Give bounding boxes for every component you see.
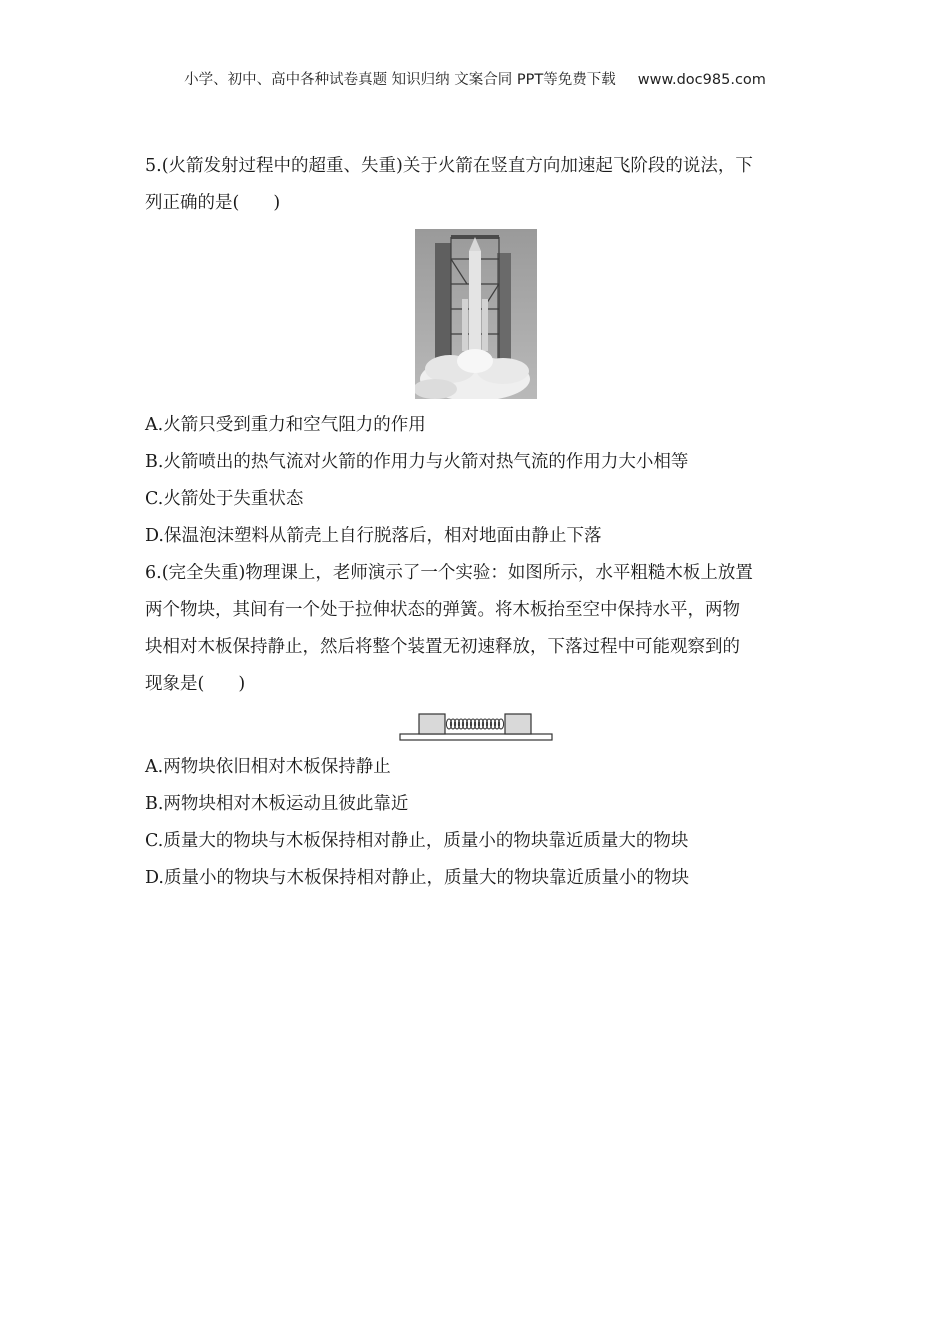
spring-blocks-diagram — [399, 711, 553, 743]
q6-option-d: D.质量小的物块与木板保持相对静止，质量大的物块靠近质量小的物块 — [145, 868, 689, 888]
rocket-launch-photo — [415, 229, 537, 399]
left-block — [419, 714, 445, 734]
q5-option-c: C.火箭处于失重状态 — [145, 489, 304, 509]
q5-option-b: B.火箭喷出的热气流对火箭的作用力与火箭对热气流的作用力大小相等 — [145, 452, 689, 472]
q5-option-a: A.火箭只受到重力和空气阻力的作用 — [145, 415, 426, 435]
q5-stem-line-2: 列正确的是( ) — [145, 193, 281, 213]
document-body — [145, 148, 807, 897]
page-header — [0, 68, 950, 89]
header-text: 小学、初中、高中各种试卷真题 知识归纳 文案合同 PPT等免费下载 — [184, 72, 616, 88]
right-block — [505, 714, 531, 734]
q6-stem-line-3: 块相对木板保持静止，然后将整个装置无初速释放，下落过程中可能观察到的 — [145, 637, 740, 657]
q5-option-d: D.保温泡沫塑料从箭壳上自行脱落后，相对地面由静止下落 — [145, 526, 602, 546]
question-6 — [145, 555, 807, 897]
q6-option-a: A.两物块依旧相对木板保持静止 — [145, 757, 391, 777]
spring — [446, 719, 503, 729]
q6-stem-line-1: 6.(完全失重)物理课上，老师演示了一个实验：如图所示，水平粗糙木板上放置 — [145, 563, 753, 583]
q6-option-b: B.两物块相对木板运动且彼此靠近 — [145, 794, 409, 814]
board — [400, 734, 552, 740]
header-site: www.doc985.com — [637, 72, 766, 88]
q6-stem-line-2: 两个物块，其间有一个处于拉伸状态的弹簧。将木板抬至空中保持水平，两物 — [145, 600, 740, 620]
question-5 — [145, 148, 807, 555]
q5-stem-line-1: 5.(火箭发射过程中的超重、失重)关于火箭在竖直方向加速起飞阶段的说法，下 — [145, 156, 753, 176]
q6-stem-line-4: 现象是( ) — [145, 674, 246, 694]
q6-option-c: C.质量大的物块与木板保持相对静止，质量小的物块靠近质量大的物块 — [145, 831, 689, 851]
